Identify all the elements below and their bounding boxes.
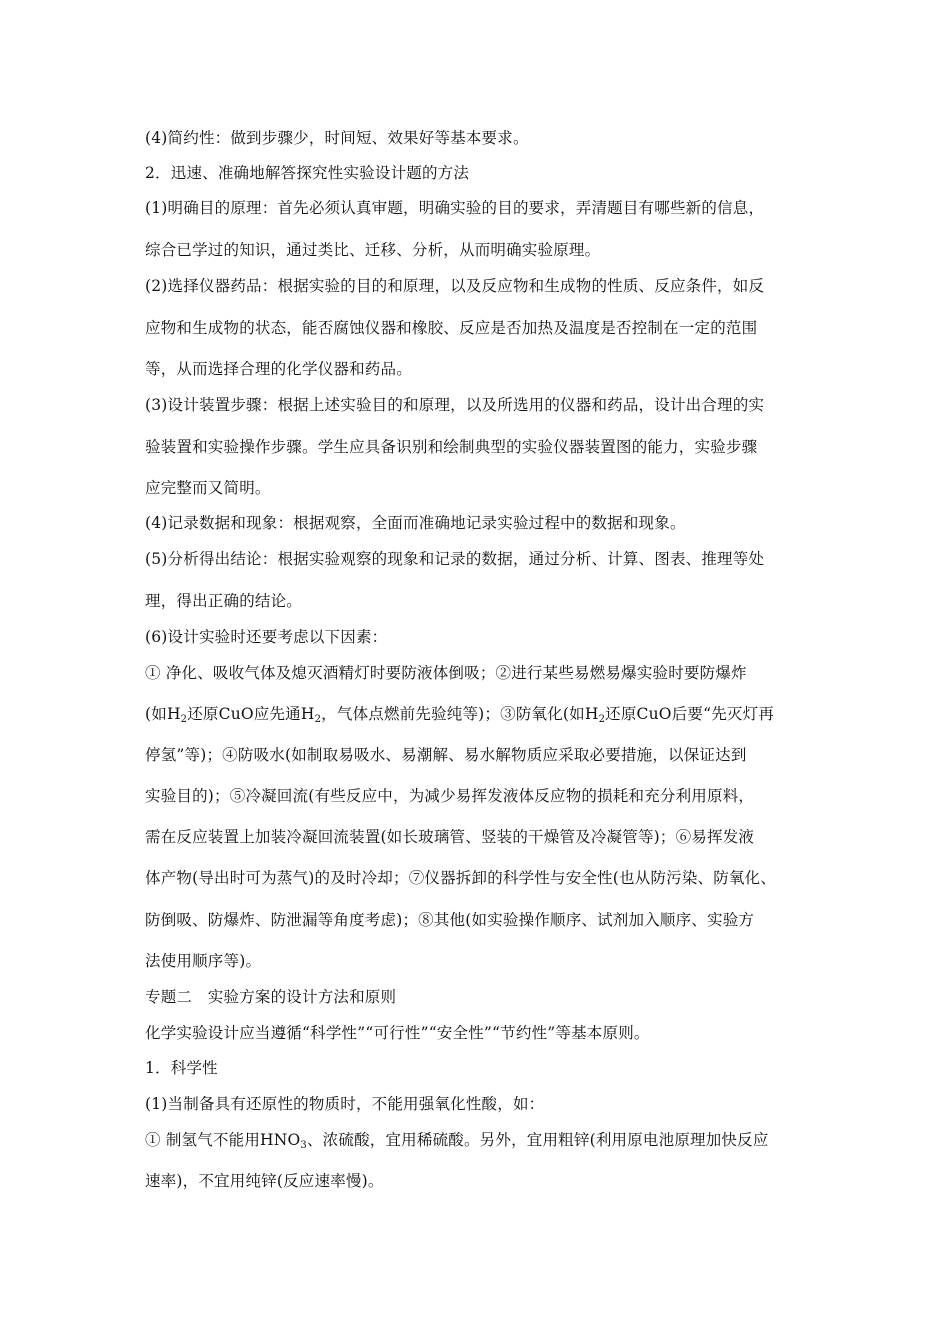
text-line: (1)当制备具有还原性的物质时，不能用强氧化性酸，如： [145, 1095, 545, 1113]
text-line: (3)设计装置步骤：根据上述实验目的和原理，以及所选用的仪器和药品，设计出合理的实 [145, 396, 765, 414]
text-line: 应物和生成物的状态，能否腐蚀仪器和橡胶、反应是否加热及温度是否控制在一定的范围 [145, 319, 758, 337]
text-line: 2．迅速、准确地解答探究性实验设计题的方法 [145, 164, 470, 182]
text-line: 需在反应装置上加装冷凝回流装置(如长玻璃管、竖装的干燥管及冷凝管等)；⑥易挥发液 [145, 828, 755, 846]
text-line: (1)明确目的原理：首先必须认真审题，明确实验的目的要求，弄清题目有哪些新的信息， [145, 199, 765, 217]
text-line: 停氢”等)；④防吸水(如制取易吸水、易潮解、易水解物质应采取必要措施，以保证达到 [145, 746, 747, 764]
text-line-with-subscripts: (如$H_2$还原CuO应先通$H_2$，气体点燃前先验纯等)；③防氧化(如$H_2$还原CuO后要“先灭灯再 [145, 705, 775, 725]
text-line: (2)选择仪器药品：根据实验的目的和原理，以及反应物和生成物的性质、反应条件，如反 [145, 277, 765, 295]
text-line: (6)设计实验时还要考虑以下因素： [145, 628, 388, 646]
text-line: 实验目的)；⑤冷凝回流(有些反应中，为减少易挥发液体反应物的损耗和充分利用原料， [145, 787, 755, 805]
text-line: 法使用顺序等)。 [145, 952, 262, 970]
text-line: 等，从而选择合理的化学仪器和药品。 [145, 360, 412, 378]
text-line: 化学实验设计应当遵循“科学性”“可行性”“安全性”“节约性”等基本原则。 [145, 1024, 650, 1042]
text-line: 速率)，不宜用纯锌(反应速率慢)。 [145, 1172, 384, 1190]
text-line: (4)简约性：做到步骤少，时间短、效果好等基本要求。 [145, 129, 529, 147]
text-line: (5)分析得出结论：根据实验观察的现象和记录的数据，通过分析、计算、图表、推理等处 [145, 550, 765, 568]
text-line-with-subscripts: ① 制氢气不能用$HNO_3$、浓硫酸，宜用稀硫酸。另外，宜用粗锌(利用原电池原理加快反应 [145, 1131, 769, 1151]
section-heading: 专题二 实验方案的设计方法和原则 [145, 988, 397, 1006]
text-line: 防倒吸、防爆炸、防泄漏等角度考虑)；⑧其他(如实验操作顺序、试剂加入顺序、实验方 [145, 911, 755, 929]
subsection-heading: 1．科学性 [145, 1059, 218, 1077]
text-line: 综合已学过的知识，通过类比、迁移、分析，从而明确实验原理。 [145, 241, 601, 259]
text-line: (4)记录数据和现象：根据观察，全面而准确地记录实验过程中的数据和现象。 [145, 514, 686, 532]
text-line: 理，得出正确的结论。 [145, 592, 303, 610]
text-line: ① 净化、吸收气体及熄灭酒精灯时要防液体倒吸；②进行某些易燃易爆实验时要防爆炸 [145, 664, 747, 682]
text-line: 体产物(导出时可为蒸气)的及时冷却；⑦仪器拆卸的科学性与安全性(也从防污染、防氧化、 [145, 869, 777, 887]
text-line: 验装置和实验操作步骤。学生应具备识别和绘制典型的实验仪器装置图的能力，实验步骤 [145, 438, 758, 456]
text-line: 应完整而又简明。 [145, 479, 271, 497]
